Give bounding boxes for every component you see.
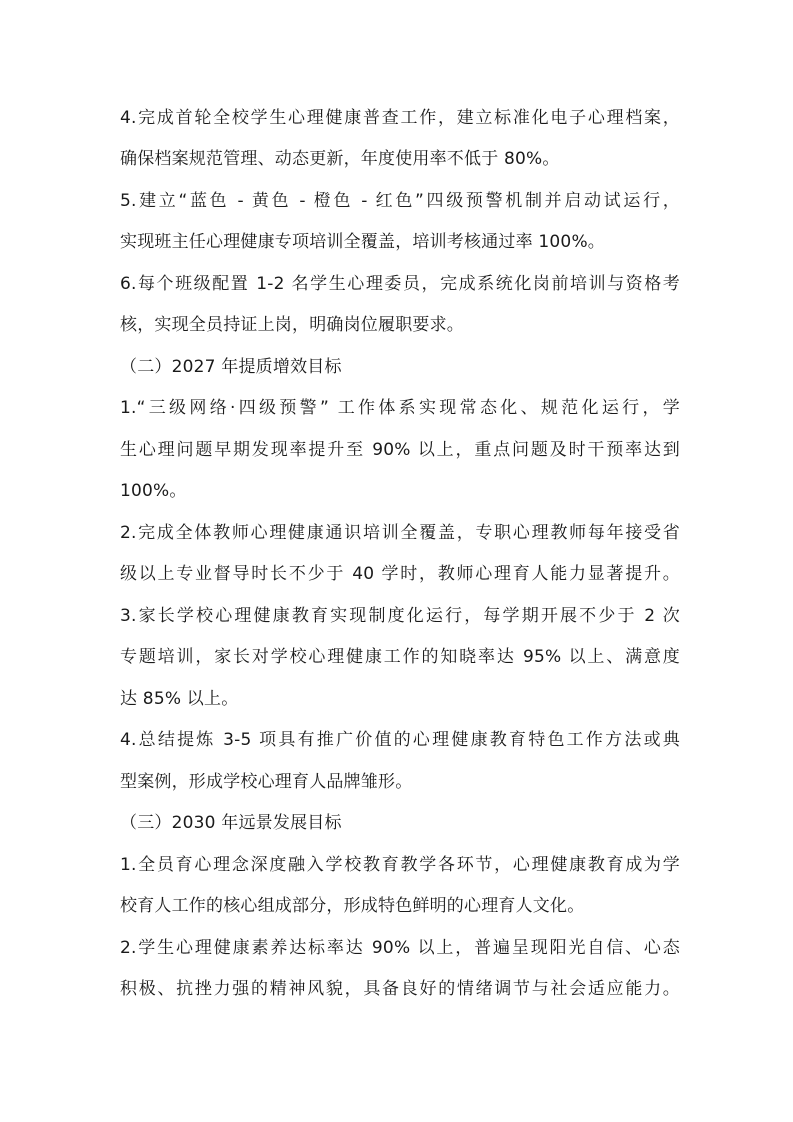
goal-5-line-2: 实现班主任心理健康专项培训全覆盖，培训考核通过率 100%。 [120,232,606,252]
goal-2027-1-line-3: 100%。 [120,481,187,501]
goal-2027-1-line-1: 1.“三级网络·四级预警” 工作体系实现常态化、规范化运行，学 [120,398,680,418]
section-heading-2030: （三）2030 年远景发展目标 [120,813,342,833]
goal-6-line-1: 6.每个班级配置 1-2 名学生心理委员，完成系统化岗前培训与资格考 [120,274,680,294]
goal-2030-1-line-2: 校育人工作的核心组成部分，形成特色鲜明的心理育人文化。 [120,896,585,916]
goal-5-line-1: 5.建立“蓝色 - 黄色 - 橙色 - 红色”四级预警机制并启动试运行， [120,191,680,211]
goal-2030-2-line-2: 积极、抗挫力强的精神风貌，具备良好的情绪调节与社会适应能力。 [120,979,680,999]
goal-2027-2-line-2: 级以上专业督导时长不少于 40 学时，教师心理育人能力显著提升。 [120,564,680,584]
goal-2030-2-line-1: 2.学生心理健康素养达标率达 90% 以上，普遍呈现阳光自信、心态 [120,938,680,958]
goal-2027-2-line-1: 2.完成全体教师心理健康通识培训全覆盖，专职心理教师每年接受省 [120,523,680,543]
goal-2027-4-line-1: 4.总结提炼 3-5 项具有推广价值的心理健康教育特色工作方法或典 [120,730,680,750]
goal-2027-3-line-3: 达 85% 以上。 [120,689,239,709]
goal-2027-3-line-2: 专题培训，家长对学校心理健康工作的知晓率达 95% 以上、满意度 [120,647,680,667]
goal-6-line-2: 核，实现全员持证上岗，明确岗位履职要求。 [120,315,464,335]
goal-4-line-2: 确保档案规范管理、动态更新，年度使用率不低于 80%。 [120,149,560,169]
goal-2027-3-line-1: 3.家长学校心理健康教育实现制度化运行，每学期开展不少于 2 次 [120,606,680,626]
section-heading-2027: （二）2027 年提质增效目标 [120,357,342,377]
goal-2030-1-line-1: 1.全员育心理念深度融入学校教育教学各环节，心理健康教育成为学 [120,855,680,875]
goal-2027-4-line-2: 型案例，形成学校心理育人品牌雏形。 [120,772,413,792]
goal-2027-1-line-2: 生心理问题早期发现率提升至 90% 以上，重点问题及时干预率达到 [120,440,680,460]
goal-4-line-1: 4.完成首轮全校学生心理健康普查工作，建立标准化电子心理档案， [120,108,680,128]
